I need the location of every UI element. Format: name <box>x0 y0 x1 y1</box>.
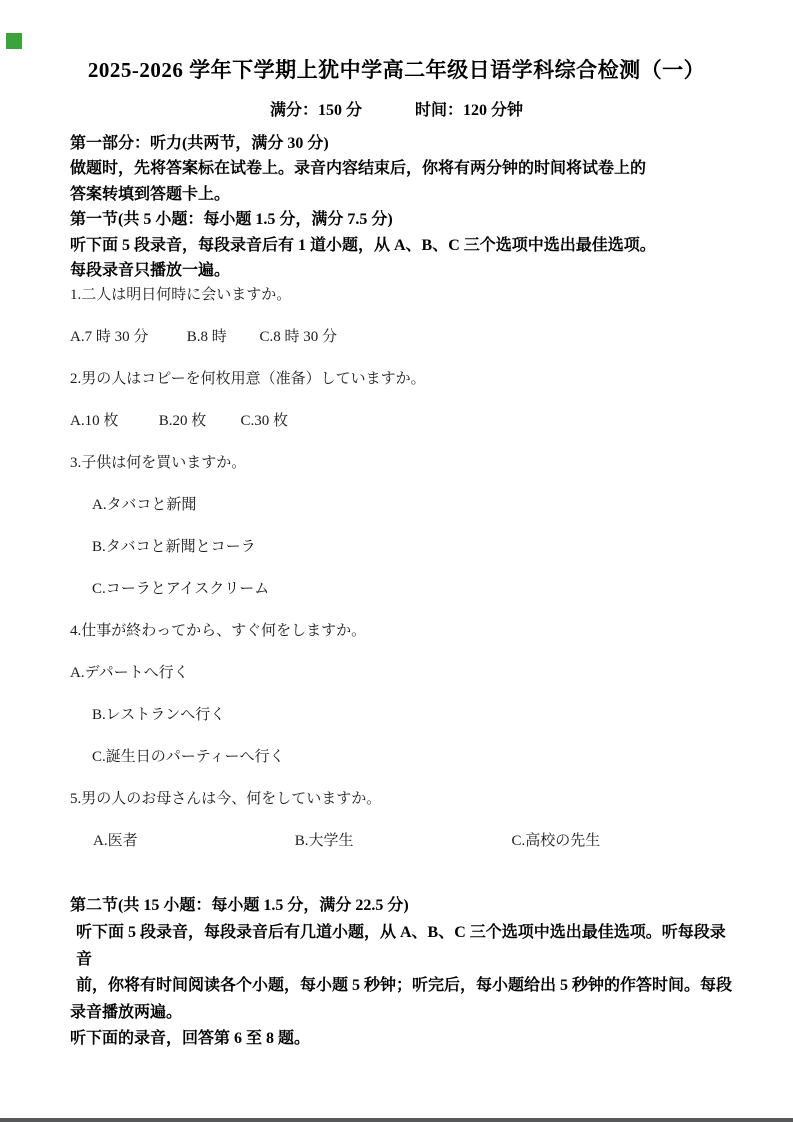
time-limit-label: 时间：120 分钟 <box>415 102 524 119</box>
question-1-option-a: A.7 時 30 分 <box>70 329 149 346</box>
question-3-option-a: A.タバコと新聞 <box>92 497 197 514</box>
section2-instructions <box>70 893 738 1053</box>
question-1-text: 1.二人は明日何時に会いますか。 <box>70 287 292 304</box>
section2-heading: 第二节(共 15 小题：每小题 1.5 分，满分 22.5 分) <box>70 897 409 915</box>
section1-heading: 第一节(共 5 小题：每小题 1.5 分，满分 7.5 分) <box>70 211 393 229</box>
question-5-text: 5.男の人のお母さんは今、何をしていますか。 <box>70 791 382 808</box>
part1-instructions <box>70 131 733 283</box>
question-1-options <box>70 330 753 345</box>
question-5-option-c: C.高校の先生 <box>511 833 601 850</box>
section2-note-line: 听下面 5 段录音，每段录音后有几道小题，从 A、B、C 三个选项中选出最佳选项。听每段录音 <box>76 924 726 968</box>
listening-questions <box>70 288 753 849</box>
part1-note-line: 答案转填到答题卡上。 <box>70 185 231 203</box>
question-3-option-b: B.タバコと新聞とコーラ <box>92 539 256 556</box>
question-5-option-b: B.大学生 <box>294 833 354 850</box>
question-2-option-c: C.30 枚 <box>240 413 289 430</box>
question-2-option-a: A.10 枚 <box>70 413 119 430</box>
question-4-option-a: A.デパートへ行く <box>70 665 189 682</box>
question-5-option-a: A.医者 <box>93 833 138 850</box>
page-title: 2025-2026 学年下学期上犹中学高二年级日语学科综合检测（一） <box>87 58 706 82</box>
score-time-line <box>0 100 793 122</box>
part1-heading: 第一部分：听力(共两节，满分 30 分) <box>70 135 329 152</box>
question-3-option-c: C.コーラとアイスクリーム <box>92 581 270 598</box>
section2-prompt: 听下面的录音，回答第 6 至 8 题。 <box>70 1030 311 1048</box>
question-2-text: 2.男の人はコピーを何枚用意（准备）していますか。 <box>70 371 426 388</box>
section1-note-line: 听下面 5 段录音，每段录音后有 1 道小题，从 A、B、C 三个选项中选出最佳选项。 <box>70 236 656 254</box>
page-bottom-edge <box>0 1118 793 1122</box>
question-4-text: 4.仕事が終わってから、すぐ何をしますか。 <box>70 623 367 640</box>
section1-note-line: 每段录音只播放一遍。 <box>70 262 231 280</box>
question-4-option-b: B.レストランへ行く <box>92 707 226 724</box>
green-marker-icon <box>6 33 22 49</box>
question-4-option-c: C.誕生日のパーティーへ行く <box>92 749 285 766</box>
question-2-options <box>70 414 753 429</box>
section2-note-line: 前，你将有时间阅读各个小题，每小题 5 秒钟；听完后，每小题给出 5 秒钟的作答时间。每段 <box>76 977 733 995</box>
question-2-option-b: B.20 枚 <box>158 413 207 430</box>
question-3-text: 3.子供は何を買いますか。 <box>70 455 247 472</box>
question-1-option-c: C.8 時 30 分 <box>259 329 338 346</box>
part1-note-line: 做题时，先将答案标在试卷上。录音内容结束后，你将有两分钟的时间将试卷上的 <box>70 160 647 178</box>
full-marks-label: 满分：150 分 <box>269 102 362 119</box>
section2-note-line: 录音播放两遍。 <box>70 1003 183 1021</box>
question-5-options <box>70 834 753 849</box>
question-1-option-b: B.8 時 <box>186 329 227 346</box>
